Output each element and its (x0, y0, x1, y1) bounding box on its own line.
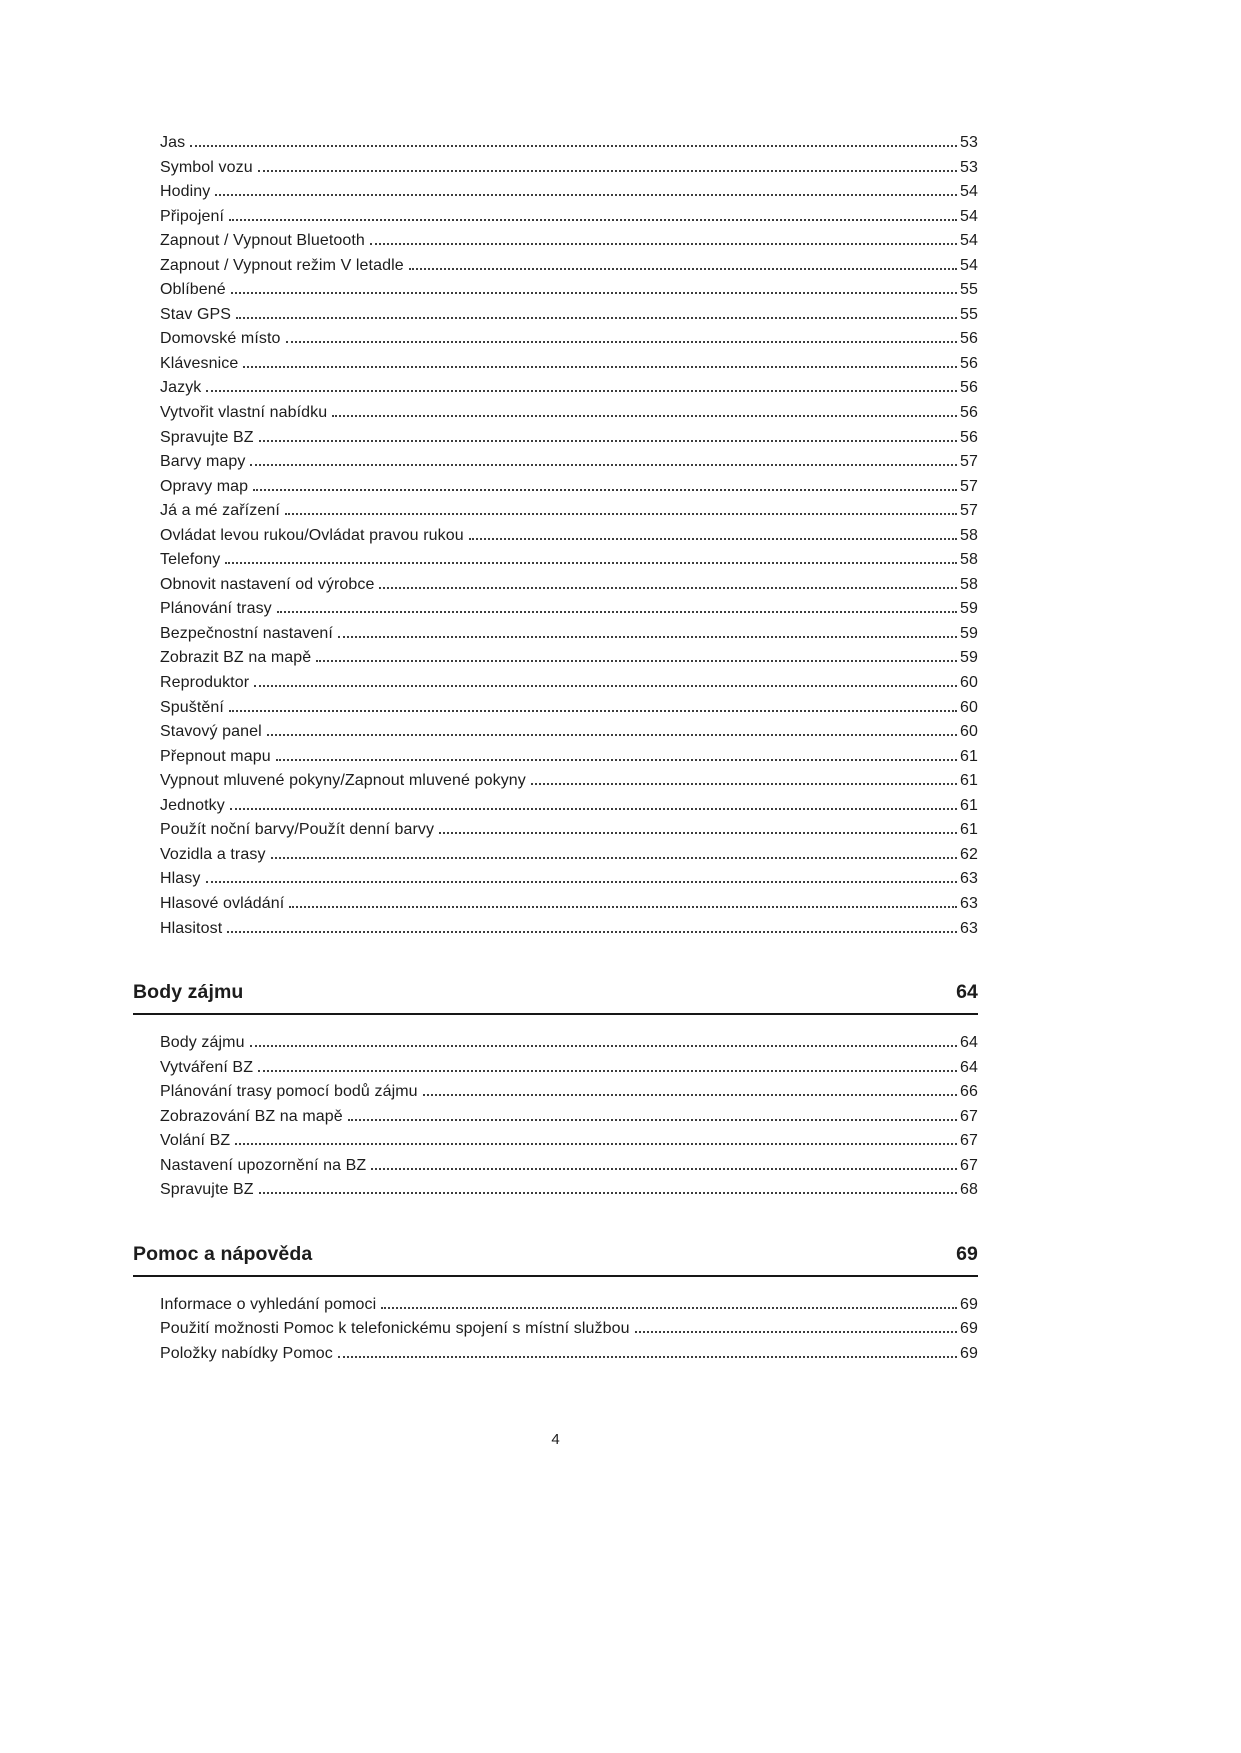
dot-leader-line (469, 538, 957, 540)
toc-entry-page-number: 54 (960, 256, 978, 274)
toc-entry-page-number: 59 (960, 600, 978, 618)
section-page-number: 69 (956, 1242, 978, 1265)
toc-entry-title: Body zájmu (160, 1034, 245, 1052)
dot-leader-line (254, 685, 957, 687)
toc-entry-title: Informace o vyhledání pomoci (160, 1295, 377, 1313)
toc-entry-title: Zobrazit BZ na mapě (160, 649, 312, 667)
toc-entry-title: Spravujte BZ (160, 1181, 254, 1199)
toc-entry (133, 917, 978, 942)
toc-entry (133, 1154, 978, 1179)
dot-leader-line (267, 734, 957, 736)
toc-entry-page-number: 63 (960, 919, 978, 937)
toc-entry (133, 720, 978, 745)
toc-entry-page-number: 58 (960, 575, 978, 593)
section-page-number: 64 (956, 981, 978, 1004)
dot-leader-line (259, 440, 957, 442)
toc-entry (133, 156, 978, 181)
toc-entry (133, 524, 978, 549)
toc-entry-page-number: 54 (960, 232, 978, 250)
toc-entry-page-number: 60 (960, 674, 978, 692)
dot-leader-line (258, 1070, 957, 1072)
toc-entry-page-number: 67 (960, 1132, 978, 1150)
toc-entry-title: Stav GPS (160, 305, 232, 323)
toc-entry-title: Volání BZ (160, 1132, 231, 1150)
toc-entry (133, 450, 978, 475)
toc-entry (133, 745, 978, 770)
dot-leader-line (250, 1045, 957, 1047)
toc-entry-title: Barvy mapy (160, 453, 246, 471)
toc-entry-title: Oblíbené (160, 281, 226, 299)
toc-entry (133, 597, 978, 622)
toc-entry-title: Zapnout / Vypnout režim V letadle (160, 256, 404, 274)
dot-leader-line (381, 1307, 957, 1309)
toc-entry (133, 1080, 978, 1105)
toc-entry (133, 1317, 978, 1342)
dot-leader-line (253, 489, 957, 491)
section-title: Body zájmu (133, 981, 244, 1004)
toc-entry (133, 254, 978, 279)
toc-entry-title: Hlasy (160, 870, 201, 888)
dot-leader-line (423, 1094, 957, 1096)
toc-entry-title: Vytvořit vlastní nabídku (160, 404, 328, 422)
toc-entry-title: Opravy map (160, 477, 249, 495)
toc-entry (133, 303, 978, 328)
toc-entry-title: Stavový panel (160, 723, 262, 741)
toc-entry (133, 475, 978, 500)
toc-entry-page-number: 64 (960, 1058, 978, 1076)
toc-entry-page-number: 57 (960, 477, 978, 495)
toc-entry-page-number: 61 (960, 796, 978, 814)
toc-entry (133, 131, 978, 156)
toc-entry-page-number: 62 (960, 845, 978, 863)
toc-page (133, 131, 978, 1448)
toc-entry (133, 205, 978, 230)
toc-entry (133, 1293, 978, 1318)
toc-entry-title: Já a mé zařízení (160, 502, 280, 520)
toc-entry-page-number: 56 (960, 428, 978, 446)
toc-entry-page-number: 69 (960, 1320, 978, 1338)
toc-entry-title: Spravujte BZ (160, 428, 254, 446)
toc-entry (133, 401, 978, 426)
toc-entry (133, 794, 978, 819)
toc-entry-page-number: 61 (960, 747, 978, 765)
toc-entry-page-number: 60 (960, 698, 978, 716)
dot-leader-line (190, 145, 957, 147)
toc-entry (133, 352, 978, 377)
toc-entry (133, 818, 978, 843)
toc-entry (133, 867, 978, 892)
toc-entry (133, 229, 978, 254)
toc-entry (133, 1342, 978, 1367)
toc-entry-page-number: 69 (960, 1344, 978, 1362)
dot-leader-line (225, 562, 957, 564)
toc-entry-page-number: 58 (960, 551, 978, 569)
toc-entry-page-number: 59 (960, 624, 978, 642)
toc-entry-title: Vozidla a trasy (160, 845, 266, 863)
toc-entry-title: Nastavení upozornění na BZ (160, 1156, 367, 1174)
dot-leader-line (231, 292, 957, 294)
dot-leader-line (332, 415, 957, 417)
toc-entry-title: Jednotky (160, 796, 225, 814)
dot-leader-line (277, 611, 957, 613)
toc-entry (133, 843, 978, 868)
toc-entry-page-number: 66 (960, 1083, 978, 1101)
toc-section (133, 131, 978, 941)
dot-leader-line (206, 881, 957, 883)
toc-entry-title: Reproduktor (160, 674, 250, 692)
toc-entry-page-number: 61 (960, 821, 978, 839)
dot-leader-line (230, 808, 957, 810)
toc-entry-page-number: 64 (960, 1034, 978, 1052)
toc-entry-title: Použití možnosti Pomoc k telefonickému spojení s místní službou (160, 1320, 630, 1338)
toc-entry (133, 327, 978, 352)
toc-entry (133, 696, 978, 721)
dot-leader-line (258, 170, 957, 172)
toc-entry-page-number: 54 (960, 183, 978, 201)
dot-leader-line (276, 759, 957, 761)
toc-entry-title: Použít noční barvy/Použít denní barvy (160, 821, 435, 839)
toc-entry-title: Symbol vozu (160, 158, 253, 176)
toc-entry (133, 646, 978, 671)
toc-entry (133, 1129, 978, 1154)
toc-entry-page-number: 67 (960, 1107, 978, 1125)
dot-leader-line (635, 1331, 957, 1333)
toc-entry-page-number: 68 (960, 1181, 978, 1199)
toc-entry-title: Jas (160, 134, 186, 151)
toc-entry-page-number: 58 (960, 526, 978, 544)
toc-entry (133, 499, 978, 524)
toc-entry-title: Hlasitost (160, 919, 223, 937)
dot-leader-line (531, 783, 957, 785)
toc-entry-title: Spuštění (160, 698, 224, 716)
toc-entry-title: Jazyk (160, 379, 202, 397)
dot-leader-line (229, 710, 957, 712)
toc-entry-page-number: 54 (960, 207, 978, 225)
toc-entry-title: Ovládat levou rukou/Ovládat pravou rukou (160, 526, 464, 544)
dot-leader-line (286, 341, 957, 343)
toc-entry-page-number: 56 (960, 404, 978, 422)
toc-entry-title: Vytváření BZ (160, 1058, 254, 1076)
toc-entry (133, 278, 978, 303)
dot-leader-line (259, 1192, 957, 1194)
dot-leader-line (285, 513, 957, 515)
dot-leader-line (409, 268, 957, 270)
dot-leader-line (243, 366, 957, 368)
toc-section (133, 1243, 978, 1367)
toc-entry-page-number: 57 (960, 502, 978, 520)
dot-leader-line (235, 1143, 957, 1145)
toc-entry-page-number: 63 (960, 870, 978, 888)
dot-leader-line (439, 832, 957, 834)
toc-entry-title: Hlasové ovládání (160, 894, 285, 912)
toc-entry (133, 426, 978, 451)
toc-entry-page-number: 56 (960, 379, 978, 397)
toc-entry (133, 622, 978, 647)
toc-entry (133, 548, 978, 573)
toc-entry-title: Plánování trasy pomocí bodů zájmu (160, 1083, 418, 1101)
toc-entry-title: Položky nabídky Pomoc (160, 1344, 333, 1362)
dot-leader-line (236, 317, 957, 319)
dot-leader-line (289, 906, 957, 908)
dot-leader-line (229, 219, 957, 221)
toc-entry-title: Bezpečnostní nastavení (160, 624, 333, 642)
footer-page-number: 4 (551, 1430, 560, 1448)
toc-entry-page-number: 61 (960, 772, 978, 790)
toc-entry-page-number: 53 (960, 134, 978, 151)
toc (133, 131, 978, 1367)
toc-entry (133, 180, 978, 205)
toc-section (133, 981, 978, 1203)
toc-entry (133, 671, 978, 696)
toc-entry-page-number: 69 (960, 1295, 978, 1313)
toc-entry (133, 573, 978, 598)
dot-leader-line (371, 1168, 957, 1170)
toc-entry-page-number: 56 (960, 354, 978, 372)
toc-entry (133, 769, 978, 794)
toc-entry (133, 1178, 978, 1203)
dot-leader-line (379, 587, 957, 589)
toc-entry-title: Připojení (160, 207, 225, 225)
toc-entry-title: Obnovit nastavení od výrobce (160, 575, 375, 593)
toc-entry-title: Klávesnice (160, 354, 239, 372)
toc-entry (133, 1031, 978, 1056)
toc-entry-title: Domovské místo (160, 330, 281, 348)
dot-leader-line (227, 931, 957, 933)
section-header (133, 1243, 978, 1277)
toc-entry (133, 892, 978, 917)
dot-leader-line (370, 243, 957, 245)
dot-leader-line (215, 194, 957, 196)
toc-entry (133, 1105, 978, 1130)
dot-leader-line (250, 464, 957, 466)
toc-entry-page-number: 56 (960, 330, 978, 348)
toc-entry-title: Vypnout mluvené pokyny/Zapnout mluvené pokyny (160, 772, 526, 790)
toc-entry-title: Zobrazování BZ na mapě (160, 1107, 343, 1125)
toc-entry-page-number: 57 (960, 453, 978, 471)
dot-leader-line (348, 1119, 957, 1121)
dot-leader-line (316, 660, 957, 662)
toc-entry-title: Telefony (160, 551, 221, 569)
toc-entry-page-number: 53 (960, 158, 978, 176)
toc-entry-page-number: 63 (960, 894, 978, 912)
section-title: Pomoc a nápověda (133, 1242, 313, 1265)
dot-leader-line (338, 636, 957, 638)
toc-entry-page-number: 59 (960, 649, 978, 667)
dot-leader-line (338, 1356, 957, 1358)
page-footer (133, 1431, 978, 1448)
toc-entry-page-number: 67 (960, 1156, 978, 1174)
toc-entry-title: Zapnout / Vypnout Bluetooth (160, 232, 365, 250)
toc-entry-page-number: 55 (960, 305, 978, 323)
dot-leader-line (271, 857, 957, 859)
toc-entry (133, 1056, 978, 1081)
toc-entry-title: Přepnout mapu (160, 747, 271, 765)
toc-entry (133, 376, 978, 401)
dot-leader-line (206, 390, 957, 392)
toc-entry-title: Plánování trasy (160, 600, 272, 618)
toc-entry-title: Hodiny (160, 183, 211, 201)
section-header (133, 981, 978, 1015)
toc-entry-page-number: 60 (960, 723, 978, 741)
toc-entry-page-number: 55 (960, 281, 978, 299)
